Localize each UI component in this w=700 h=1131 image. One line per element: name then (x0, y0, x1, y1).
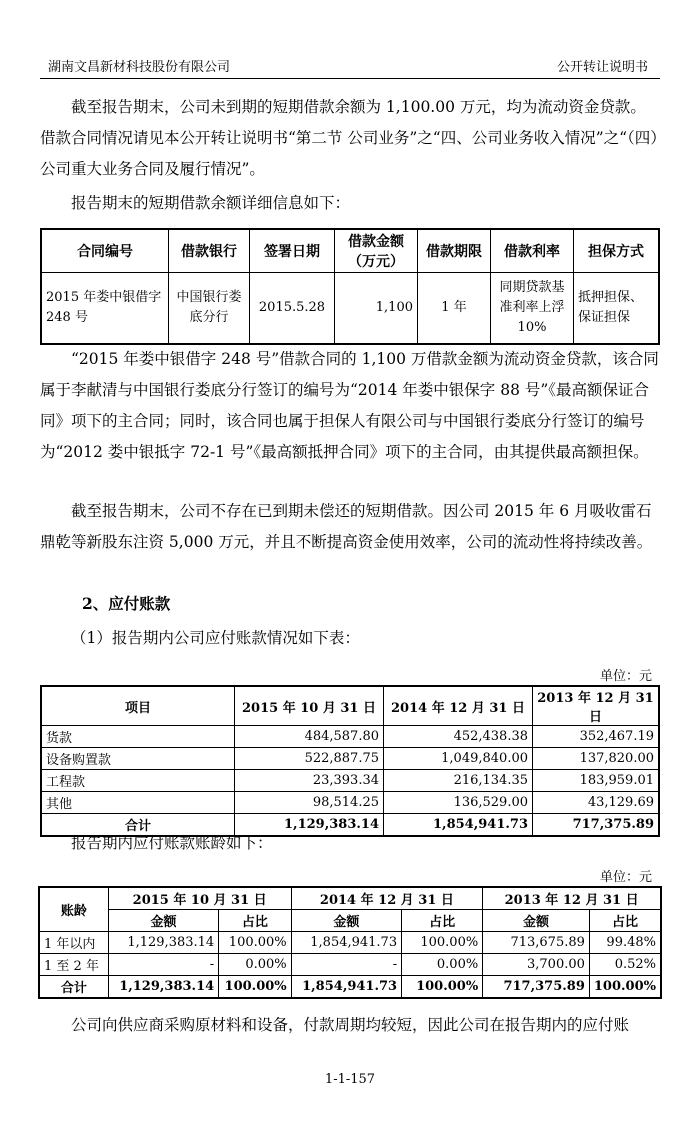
table-header-cell: 2013 年 12 月 31 日 (533, 686, 660, 726)
unit-label: 单位：元 (599, 669, 652, 684)
table-header-row (39, 910, 661, 932)
table-header-cell: 借款银行 (169, 229, 250, 273)
table-header-cell: 2015 年 10 月 31 日 (108, 887, 291, 910)
table-cell: 23,393.34 (235, 770, 384, 792)
paragraph-contract-description: “2015 年娄中银借字 248 号”借款合同的 1,100 万借款金额为流动资金贷款，该合同属于李献清与中国银行娄底分行签订的编号为“2014 年娄中银保字 88 号”《最高额保证合同》项下的主合同；同时，该合同也属于担保人有限公司与中国银行娄底分行签订的编号为“2012 娄中银抵字 72-1 号”《最高额抵押合同》项下的主合同，由其提供最高额担保。 (40, 350, 659, 461)
table-cell: 98,514.25 (235, 792, 384, 814)
header-doc-title: 公开转让说明书 (556, 60, 648, 75)
table-cell: 137,820.00 (533, 748, 660, 770)
table-cell: 1,854,941.73 (291, 976, 401, 999)
table-cell: 1 年以内 (39, 932, 108, 954)
table-cell: 1,854,941.73 (384, 814, 533, 837)
table-row (41, 748, 659, 770)
header-rule (40, 78, 660, 79)
table-header-cell: 合同编号 (41, 229, 169, 273)
table-cell: 100.00% (402, 932, 483, 954)
table-cell: 99.48% (589, 932, 661, 954)
table-cell: 1 至 2 年 (39, 954, 108, 976)
table-header-row (41, 686, 659, 726)
paragraph-liquidity: 截至报告期末，公司不存在已到期未偿还的短期借款。因公司 2015 年 6 月吸收雷石鼎乾等新股东注资 5,000 万元，并且不断提高资金使用效率，公司的流动性将持续改善。 (40, 502, 653, 551)
table-cell: 0.52% (589, 954, 661, 976)
table-header-cell: 金额 (108, 910, 218, 932)
table-header-cell: 账龄 (39, 887, 108, 932)
table-cell: 其他 (41, 792, 235, 814)
paragraph-loan-details-intro: 报告期末的短期借款余额详细信息如下： (71, 194, 351, 212)
table-cell: - (291, 954, 401, 976)
table-header-cell: 占比 (402, 910, 483, 932)
table-cell: 136,529.00 (384, 792, 533, 814)
table-header-cell: 借款期限 (418, 229, 491, 273)
table-cell: 中国银行娄底分行 (169, 273, 250, 345)
table-cell: 183,959.01 (533, 770, 660, 792)
table-row (41, 726, 659, 748)
accounts-payable-table (40, 685, 660, 837)
table-cell: 1,049,840.00 (384, 748, 533, 770)
table-header-cell: 借款利率 (491, 229, 574, 273)
table-row (39, 954, 661, 976)
table-cell: 1,854,941.73 (291, 932, 401, 954)
table-total-row (39, 976, 661, 999)
table-header-cell: 2014 年 12 月 31 日 (384, 686, 533, 726)
table-cell: 100.00% (589, 976, 661, 999)
table-cell: 设备购置款 (41, 748, 235, 770)
paragraph-aging-intro: 报告期内应付账款账龄如下： (71, 834, 273, 852)
table-row (41, 273, 659, 345)
table-cell: 3,700.00 (483, 954, 590, 976)
table-cell: 1 年 (418, 273, 491, 345)
table-header-row (39, 887, 661, 910)
table-row (41, 792, 659, 814)
paragraph-payables-explanation: 公司向供应商采购原材料和设备，付款周期均较短，因此公司在报告期内的应付账 (71, 1016, 630, 1034)
table-cell: 2015.5.28 (250, 273, 335, 345)
table-cell: 0.00% (402, 954, 483, 976)
table-cell: 522,887.75 (235, 748, 384, 770)
table-cell: 216,134.35 (384, 770, 533, 792)
table-cell: 717,375.89 (533, 814, 660, 837)
table-cell: 0.00% (219, 954, 291, 976)
table-header-cell: 项目 (41, 686, 235, 726)
table-cell: 2015 年娄中银借字 248 号 (41, 273, 169, 345)
table-header-cell: 占比 (589, 910, 661, 932)
page-number: 1-1-157 (324, 1072, 376, 1087)
table-cell: 货款 (41, 726, 235, 748)
table-cell: 1,129,383.14 (108, 932, 218, 954)
table-header-cell: 金额 (291, 910, 401, 932)
table-cell: - (108, 954, 218, 976)
table-header-cell: 签署日期 (250, 229, 335, 273)
table-cell: 合计 (39, 976, 108, 999)
payables-aging-table (38, 886, 662, 999)
header-company: 湖南文昌新材科技股份有限公司 (48, 60, 231, 75)
table-cell: 1,129,383.14 (108, 976, 218, 999)
table-cell: 484,587.80 (235, 726, 384, 748)
table-cell: 工程款 (41, 770, 235, 792)
paragraph-short-loan-balance: 截至报告期末，公司未到期的短期借款余额为 1,100.00 万元，均为流动资金贷款。借款合同情况请见本公开转让说明书“第二节 公司业务”之“四、公司业务收入情况”之“（四）公司重大业务合同及履行情况”。 (40, 98, 659, 178)
table-cell: 1,100 (335, 273, 418, 345)
table-header-cell: 2015 年 10 月 31 日 (235, 686, 384, 726)
unit-label: 单位：元 (599, 870, 652, 885)
short-loan-table (40, 228, 660, 345)
table-cell: 同期贷款基准利率上浮 10% (491, 273, 574, 345)
table-header-row (41, 229, 659, 273)
table-header-cell: 金额 (483, 910, 590, 932)
table-cell: 352,467.19 (533, 726, 660, 748)
table-cell: 43,129.69 (533, 792, 660, 814)
table-header-cell: 借款金额（万元） (335, 229, 418, 273)
table-cell: 合计 (41, 814, 235, 837)
table-cell: 抵押担保、保证担保 (574, 273, 660, 345)
table-row (39, 932, 661, 954)
table-cell: 713,675.89 (483, 932, 590, 954)
table-header-cell: 2013 年 12 月 31 日 (483, 887, 661, 910)
table-cell: 100.00% (402, 976, 483, 999)
table-header-cell: 占比 (219, 910, 291, 932)
table-cell: 100.00% (219, 932, 291, 954)
table-header-cell: 2014 年 12 月 31 日 (291, 887, 483, 910)
table-cell: 452,438.38 (384, 726, 533, 748)
table-header-cell: 担保方式 (574, 229, 660, 273)
table-row (41, 770, 659, 792)
table-cell: 1,129,383.14 (235, 814, 384, 837)
table-cell: 100.00% (219, 976, 291, 999)
table-cell: 717,375.89 (483, 976, 590, 999)
paragraph-payables-intro: （1）报告期内公司应付账款情况如下表： (71, 629, 360, 647)
section-heading-accounts-payable: 2、应付账款 (82, 594, 171, 613)
